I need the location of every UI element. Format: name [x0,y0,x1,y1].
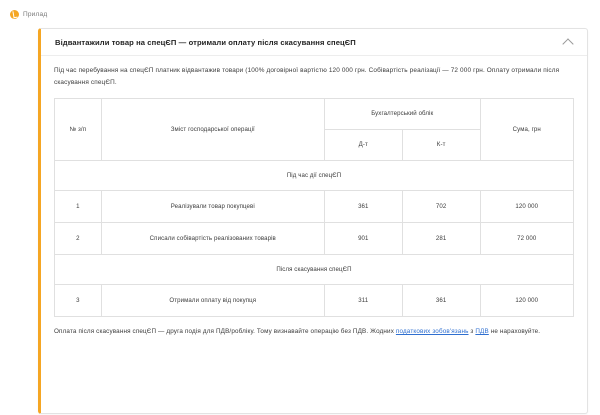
table-row [55,222,574,254]
cell-no: 1 [55,190,102,222]
cell-kt: 702 [402,190,480,222]
cell-sum: 120 000 [480,284,573,316]
operations-table [54,98,574,317]
accordion-body [41,56,587,337]
table-header-row-1 [55,98,574,129]
header-dt: Д-т [324,129,402,160]
header-description: Зміст господарської операції [101,98,324,160]
cell-sum: 72 000 [480,222,573,254]
table-section-row [55,254,574,284]
topbar [0,0,600,26]
cell-dt: 901 [324,222,402,254]
cell-kt: 281 [402,222,480,254]
cell-no: 2 [55,222,102,254]
accordion-header[interactable] [41,29,587,56]
table-row [55,284,574,316]
cell-kt: 361 [402,284,480,316]
table-body [55,160,574,316]
chevron-up-icon[interactable] [563,38,575,47]
cell-description: Отримали оплату від покупця [101,284,324,316]
cell-description: Реалізували товар покупцеві [101,190,324,222]
header-no: № з/п [55,98,102,160]
table-row [55,190,574,222]
footnote-text-pre: Оплата після скасування спецЄП — друга подія для ПДВ/робліку. Тому визнавайте операцію без ПДВ. Жодних [54,327,396,335]
table-head [55,98,574,160]
section-label: Після скасування спецЄП [55,254,574,284]
footnote-paragraph [54,326,574,338]
tax-liabilities-link[interactable]: податкових зобов'язань [395,327,469,335]
footnote-text-mid: з [468,327,476,335]
header-accounting: Бухгалтерський облік [324,98,480,129]
accordion-card [38,28,588,414]
check-circle-icon [10,10,19,19]
intro-paragraph: Під час перебування на спецЄП платник відвантажив товари (100% договірної вартістю 120 000 грн. Собівартість реалізації — 72 000 грн. Оплату отримали після скасування спецЄП. [54,67,560,86]
section-label: Під час дії спецЄП [55,160,574,190]
brand-label: Прилад [23,10,48,18]
cell-sum: 120 000 [480,190,573,222]
table-section-row [55,160,574,190]
cell-dt: 361 [324,190,402,222]
footnote-text-post: не нараховуйте. [488,327,541,335]
accordion-title: Відвантажили товар на спецЄП — отримали оплату після скасування спецЄП [55,38,356,47]
header-sum: Сума, грн [480,98,573,160]
header-kt: К-т [402,129,480,160]
cell-description: Списали собівартість реалізованих товарів [101,222,324,254]
vat-link[interactable]: ПДВ [475,327,489,335]
cell-no: 3 [55,284,102,316]
cell-dt: 311 [324,284,402,316]
